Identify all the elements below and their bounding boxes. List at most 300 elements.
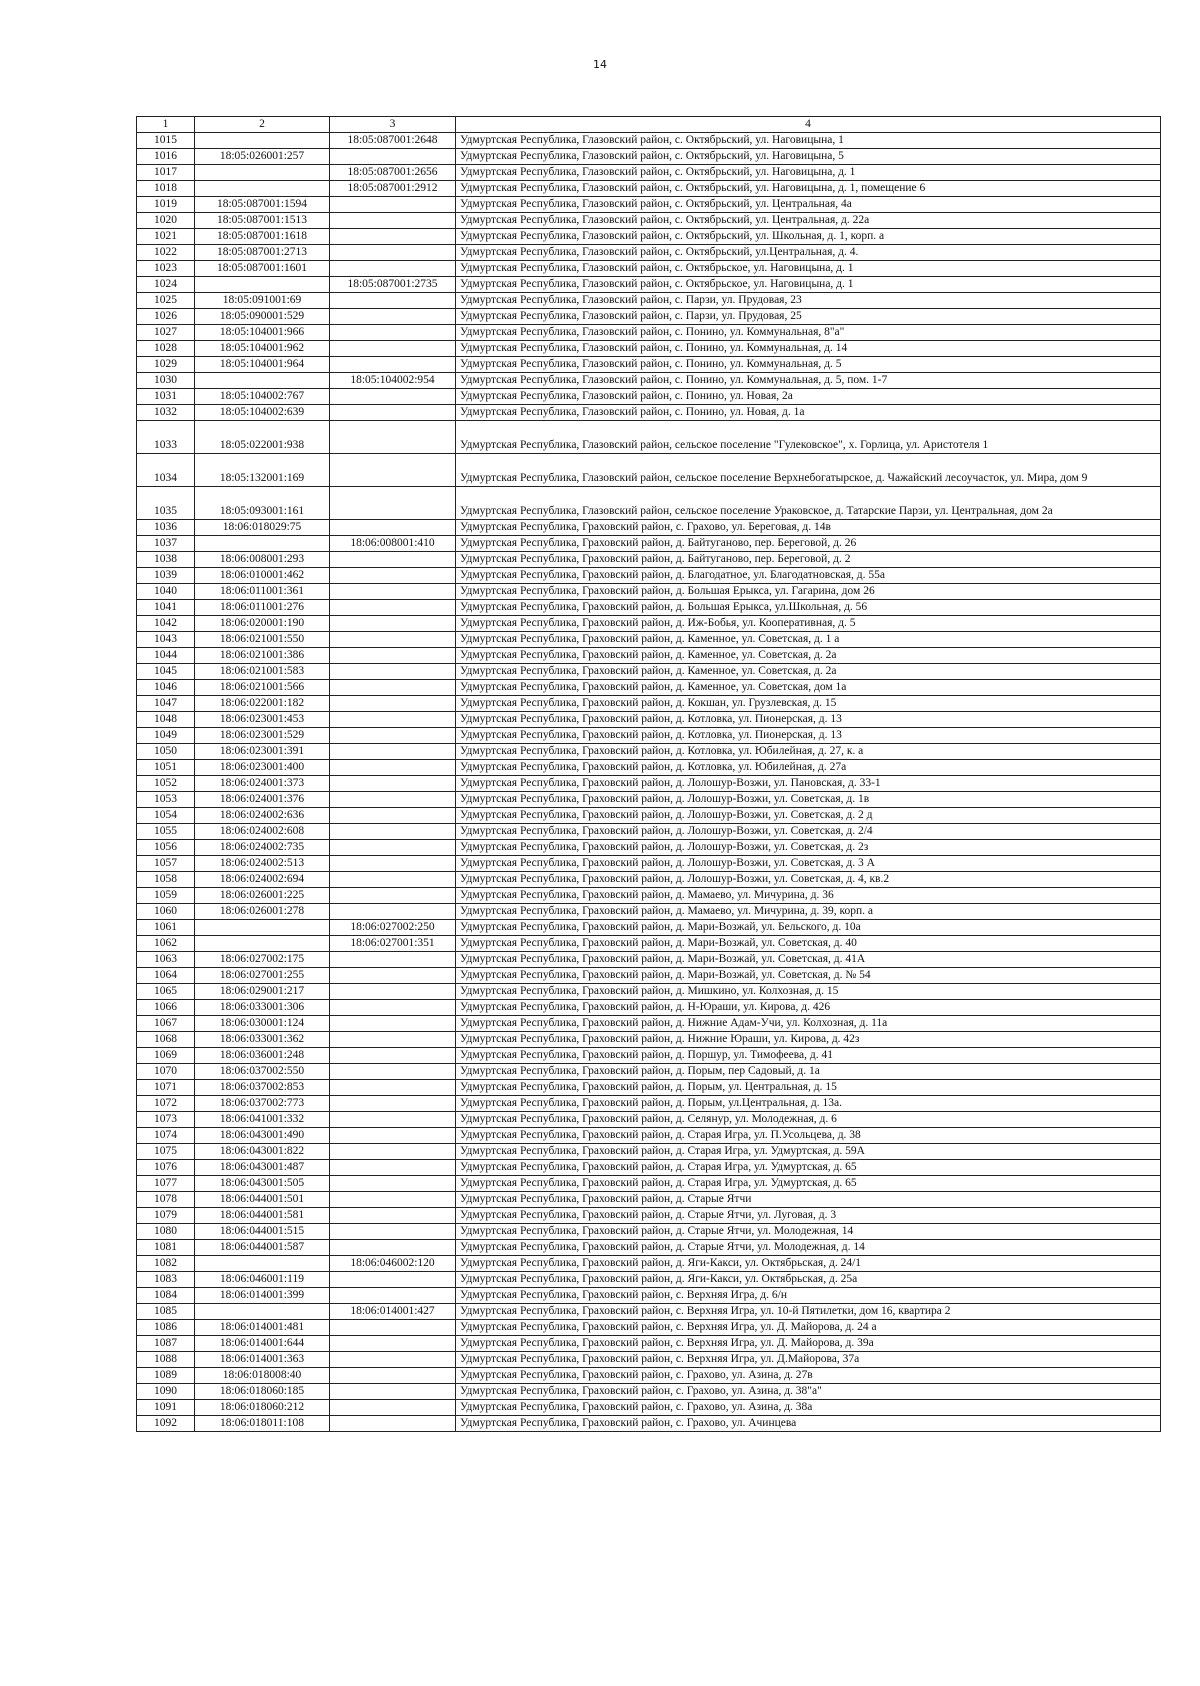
table-row — [137, 1384, 1161, 1400]
address-cell: Удмуртская Республика, Граховский район, д. Старая Игра, ул. Удмуртская, д. 59А — [456, 1144, 1161, 1160]
building-cadastral-number-cell — [330, 632, 456, 648]
cadastral-number-cell — [195, 536, 330, 552]
table-row — [137, 454, 1161, 487]
address-cell: Удмуртская Республика, Граховский район, д. Яги-Какси, ул. Октябрьская, д. 25а — [456, 1272, 1161, 1288]
cadastral-number-cell: 18:06:010001:462 — [195, 568, 330, 584]
building-cadastral-number-cell — [330, 1208, 456, 1224]
building-cadastral-number-cell — [330, 421, 456, 454]
building-cadastral-number-cell — [330, 309, 456, 325]
row-number-cell: 1089 — [137, 1368, 195, 1384]
cadastral-number-cell: 18:05:104001:966 — [195, 325, 330, 341]
building-cadastral-number-cell — [330, 776, 456, 792]
cadastral-number-cell: 18:06:044001:501 — [195, 1192, 330, 1208]
address-cell: Удмуртская Республика, Граховский район, д. Байтуганово, пер. Береговой, д. 2 — [456, 552, 1161, 568]
cadastral-number-cell: 18:06:018029:75 — [195, 520, 330, 536]
row-number-cell: 1049 — [137, 728, 195, 744]
row-number-cell: 1062 — [137, 936, 195, 952]
building-cadastral-number-cell — [330, 1384, 456, 1400]
building-cadastral-number-cell — [330, 600, 456, 616]
row-number-cell: 1023 — [137, 261, 195, 277]
address-cell: Удмуртская Республика, Граховский район, д. Лолошур-Возжи, ул. Советская, д. 1в — [456, 792, 1161, 808]
building-cadastral-number-cell — [330, 1176, 456, 1192]
address-cell: Удмуртская Республика, Граховский район, д. Старая Игра, ул. Удмуртская, д. 65 — [456, 1160, 1161, 1176]
row-number-cell: 1081 — [137, 1240, 195, 1256]
address-cell: Удмуртская Республика, Граховский район, д. Порым, ул. Центральная, д. 15 — [456, 1080, 1161, 1096]
table-row — [137, 229, 1161, 245]
cadastral-number-cell: 18:05:087001:1618 — [195, 229, 330, 245]
cadastral-number-cell — [195, 936, 330, 952]
row-number-cell: 1085 — [137, 1304, 195, 1320]
address-cell: Удмуртская Республика, Граховский район, д. Старые Ятчи, ул. Луговая, д. 3 — [456, 1208, 1161, 1224]
row-number-cell: 1048 — [137, 712, 195, 728]
building-cadastral-number-cell — [330, 389, 456, 405]
building-cadastral-number-cell: 18:05:087001:2735 — [330, 277, 456, 293]
address-cell: Удмуртская Республика, Граховский район, с. Грахово, ул. Азина, д. 38"а" — [456, 1384, 1161, 1400]
table-row — [137, 1416, 1161, 1432]
building-cadastral-number-cell — [330, 840, 456, 856]
table-row — [137, 776, 1161, 792]
cadastral-number-cell: 18:06:024002:513 — [195, 856, 330, 872]
building-cadastral-number-cell — [330, 856, 456, 872]
building-cadastral-number-cell: 18:06:027001:351 — [330, 936, 456, 952]
building-cadastral-number-cell — [330, 487, 456, 520]
row-number-cell: 1069 — [137, 1048, 195, 1064]
building-cadastral-number-cell — [330, 357, 456, 373]
cadastral-number-cell: 18:06:030001:124 — [195, 1016, 330, 1032]
row-number-cell: 1071 — [137, 1080, 195, 1096]
address-cell: Удмуртская Республика, Граховский район, д. Порым, ул.Центральная, д. 13а. — [456, 1096, 1161, 1112]
cadastral-number-cell: 18:06:021001:550 — [195, 632, 330, 648]
cadastral-number-cell: 18:05:026001:257 — [195, 149, 330, 165]
building-cadastral-number-cell — [330, 520, 456, 536]
address-cell: Удмуртская Республика, Граховский район, д. Котловка, ул. Юбилейная, д. 27а — [456, 760, 1161, 776]
building-cadastral-number-cell — [330, 1032, 456, 1048]
building-cadastral-number-cell — [330, 325, 456, 341]
cadastral-number-cell: 18:05:093001:161 — [195, 487, 330, 520]
table-row — [137, 373, 1161, 389]
building-cadastral-number-cell — [330, 1192, 456, 1208]
row-number-cell: 1074 — [137, 1128, 195, 1144]
cadastral-number-cell: 18:06:020001:190 — [195, 616, 330, 632]
row-number-cell: 1061 — [137, 920, 195, 936]
table-row — [137, 984, 1161, 1000]
address-cell: Удмуртская Республика, Граховский район, д. Каменное, ул. Советская, д. 2а — [456, 664, 1161, 680]
cadastral-number-cell: 18:05:104002:639 — [195, 405, 330, 421]
cadastral-number-cell: 18:06:011001:276 — [195, 600, 330, 616]
row-number-cell: 1087 — [137, 1336, 195, 1352]
building-cadastral-number-cell — [330, 1368, 456, 1384]
page-number: 14 — [593, 58, 607, 71]
table-row — [137, 487, 1161, 520]
row-number-cell: 1050 — [137, 744, 195, 760]
address-cell: Удмуртская Республика, Глазовский район, с. Октябрьское, ул. Наговицына, д. 1 — [456, 261, 1161, 277]
column-header-address: 4 — [456, 117, 1161, 133]
building-cadastral-number-cell — [330, 552, 456, 568]
row-number-cell: 1072 — [137, 1096, 195, 1112]
cadastral-number-cell: 18:06:026001:225 — [195, 888, 330, 904]
table-row — [137, 1400, 1161, 1416]
cadastral-number-cell: 18:05:087001:1594 — [195, 197, 330, 213]
table-row — [137, 616, 1161, 632]
row-number-cell: 1040 — [137, 584, 195, 600]
table-row — [137, 584, 1161, 600]
row-number-cell: 1047 — [137, 696, 195, 712]
address-cell: Удмуртская Республика, Граховский район, д. Лолошур-Возжи, ул. Советская, д. 2з — [456, 840, 1161, 856]
row-number-cell: 1090 — [137, 1384, 195, 1400]
address-cell: Удмуртская Республика, Граховский район, д. Лолошур-Возжи, ул. Советская, д. 3 А — [456, 856, 1161, 872]
row-number-cell: 1043 — [137, 632, 195, 648]
building-cadastral-number-cell — [330, 760, 456, 776]
row-number-cell: 1075 — [137, 1144, 195, 1160]
row-number-cell: 1065 — [137, 984, 195, 1000]
table-row — [137, 1208, 1161, 1224]
row-number-cell: 1030 — [137, 373, 195, 389]
building-cadastral-number-cell — [330, 648, 456, 664]
building-cadastral-number-cell — [330, 984, 456, 1000]
cadastral-number-cell: 18:06:024002:694 — [195, 872, 330, 888]
cadastral-number-cell — [195, 920, 330, 936]
table-row — [137, 1112, 1161, 1128]
row-number-cell: 1052 — [137, 776, 195, 792]
table-row — [137, 1080, 1161, 1096]
cadastral-number-cell: 18:05:132001:169 — [195, 454, 330, 487]
row-number-cell: 1080 — [137, 1224, 195, 1240]
building-cadastral-number-cell — [330, 1128, 456, 1144]
row-number-cell: 1024 — [137, 277, 195, 293]
cadastral-number-cell: 18:06:044001:515 — [195, 1224, 330, 1240]
building-cadastral-number-cell — [330, 1000, 456, 1016]
address-cell: Удмуртская Республика, Глазовский район, сельское поселение Верхнебогатырское, д. Чажайский лесоучасток, ул. Мира, дом 9 — [456, 454, 1161, 487]
cadastral-number-cell: 18:06:018060:185 — [195, 1384, 330, 1400]
building-cadastral-number-cell — [330, 1320, 456, 1336]
row-number-cell: 1082 — [137, 1256, 195, 1272]
address-cell: Удмуртская Республика, Граховский район, с. Верхняя Игра, ул. Д. Майорова, д. 39а — [456, 1336, 1161, 1352]
table-row — [137, 197, 1161, 213]
address-cell: Удмуртская Республика, Граховский район, д. Нижние Адам-Учи, ул. Колхозная, д. 11а — [456, 1016, 1161, 1032]
row-number-cell: 1055 — [137, 824, 195, 840]
table-row — [137, 1304, 1161, 1320]
cadastral-number-cell: 18:06:011001:361 — [195, 584, 330, 600]
address-cell: Удмуртская Республика, Глазовский район, с. Октябрьское, ул. Наговицына, д. 1 — [456, 277, 1161, 293]
row-number-cell: 1033 — [137, 421, 195, 454]
address-cell: Удмуртская Республика, Граховский район, с. Верхняя Игра, ул. 10-й Пятилетки, дом 16, квартира 2 — [456, 1304, 1161, 1320]
row-number-cell: 1060 — [137, 904, 195, 920]
row-number-cell: 1046 — [137, 680, 195, 696]
address-cell: Удмуртская Республика, Граховский район, д. Котловка, ул. Юбилейная, д. 27, к. а — [456, 744, 1161, 760]
cadastral-number-cell: 18:05:104002:767 — [195, 389, 330, 405]
table-header — [137, 117, 1161, 133]
cadastral-number-cell: 18:06:024002:608 — [195, 824, 330, 840]
table-row — [137, 568, 1161, 584]
column-header-cadastral-1: 2 — [195, 117, 330, 133]
address-cell: Удмуртская Республика, Граховский район, д. Большая Ерыкса, ул. Гагарина, дом 26 — [456, 584, 1161, 600]
building-cadastral-number-cell — [330, 1352, 456, 1368]
cadastral-number-cell: 18:06:044001:581 — [195, 1208, 330, 1224]
table-row — [137, 1336, 1161, 1352]
address-cell: Удмуртская Республика, Глазовский район, с. Октябрьский, ул. Наговицына, д. 1, помещение 6 — [456, 181, 1161, 197]
address-cell: Удмуртская Республика, Глазовский район, сельское поселение Ураковское, д. Татарские Парзи, ул. Центральная, дом 2а — [456, 487, 1161, 520]
row-number-cell: 1044 — [137, 648, 195, 664]
row-number-cell: 1088 — [137, 1352, 195, 1368]
cadastral-number-cell: 18:06:026001:278 — [195, 904, 330, 920]
cadastral-number-cell — [195, 165, 330, 181]
row-number-cell: 1056 — [137, 840, 195, 856]
cadastral-number-cell: 18:05:091001:69 — [195, 293, 330, 309]
address-cell: Удмуртская Республика, Граховский район, д. Мамаево, ул. Мичурина, д. 36 — [456, 888, 1161, 904]
table-row — [137, 920, 1161, 936]
address-cell: Удмуртская Республика, Глазовский район, с. Понино, ул. Коммунальная, д. 5 — [456, 357, 1161, 373]
row-number-cell: 1029 — [137, 357, 195, 373]
cadastral-number-cell — [195, 1256, 330, 1272]
address-cell: Удмуртская Республика, Глазовский район, с. Октябрьский, ул.Центральная, д. 4. — [456, 245, 1161, 261]
cadastral-number-cell — [195, 133, 330, 149]
building-cadastral-number-cell — [330, 213, 456, 229]
table-row — [137, 325, 1161, 341]
building-cadastral-number-cell — [330, 792, 456, 808]
table-row — [137, 1064, 1161, 1080]
table-row — [137, 1096, 1161, 1112]
building-cadastral-number-cell — [330, 1160, 456, 1176]
address-cell: Удмуртская Республика, Граховский район, д. Старые Ятчи, ул. Молодежная, 14 — [456, 1224, 1161, 1240]
table-row — [137, 389, 1161, 405]
address-cell: Удмуртская Республика, Граховский район, д. Старая Игра, ул. П.Усольцева, д. 38 — [456, 1128, 1161, 1144]
row-number-cell: 1021 — [137, 229, 195, 245]
cadastral-number-cell: 18:06:024001:376 — [195, 792, 330, 808]
row-number-cell: 1018 — [137, 181, 195, 197]
row-number-cell: 1035 — [137, 487, 195, 520]
building-cadastral-number-cell — [330, 1416, 456, 1432]
cadastral-number-cell: 18:06:014001:644 — [195, 1336, 330, 1352]
table-row — [137, 421, 1161, 454]
address-cell: Удмуртская Республика, Глазовский район, с. Октябрьский, ул. Школьная, д. 1, корп. а — [456, 229, 1161, 245]
address-cell: Удмуртская Республика, Граховский район, д. Н-Юраши, ул. Кирова, д. 426 — [456, 1000, 1161, 1016]
address-cell: Удмуртская Республика, Глазовский район, с. Парзи, ул. Прудовая, 25 — [456, 309, 1161, 325]
table-row — [137, 165, 1161, 181]
building-cadastral-number-cell — [330, 1112, 456, 1128]
table-row — [137, 536, 1161, 552]
building-cadastral-number-cell — [330, 149, 456, 165]
building-cadastral-number-cell — [330, 1224, 456, 1240]
cadastral-number-cell: 18:06:046001:119 — [195, 1272, 330, 1288]
row-number-cell: 1054 — [137, 808, 195, 824]
cadastral-number-cell: 18:05:087001:1513 — [195, 213, 330, 229]
row-number-cell: 1019 — [137, 197, 195, 213]
table-row — [137, 341, 1161, 357]
cadastral-number-cell: 18:06:023001:529 — [195, 728, 330, 744]
table-row — [137, 680, 1161, 696]
row-number-cell: 1036 — [137, 520, 195, 536]
row-number-cell: 1076 — [137, 1160, 195, 1176]
address-cell: Удмуртская Республика, Глазовский район, с. Октябрьский, ул. Наговицына, 5 — [456, 149, 1161, 165]
table-row — [137, 632, 1161, 648]
table-row — [137, 261, 1161, 277]
table-row — [137, 1048, 1161, 1064]
building-cadastral-number-cell — [330, 1080, 456, 1096]
address-cell: Удмуртская Республика, Граховский район, с. Грахово, ул. Ачинцева — [456, 1416, 1161, 1432]
row-number-cell: 1070 — [137, 1064, 195, 1080]
building-cadastral-number-cell — [330, 1288, 456, 1304]
table-row — [137, 309, 1161, 325]
address-cell: Удмуртская Республика, Граховский район, д. Порым, пер Садовый, д. 1а — [456, 1064, 1161, 1080]
table-row — [137, 1224, 1161, 1240]
row-number-cell: 1059 — [137, 888, 195, 904]
table-row — [137, 968, 1161, 984]
table-row — [137, 808, 1161, 824]
cadastral-number-cell: 18:06:043001:487 — [195, 1160, 330, 1176]
building-cadastral-number-cell — [330, 1336, 456, 1352]
address-cell: Удмуртская Республика, Граховский район, д. Байтуганово, пер. Береговой, д. 26 — [456, 536, 1161, 552]
table-row — [137, 936, 1161, 952]
row-number-cell: 1064 — [137, 968, 195, 984]
row-number-cell: 1077 — [137, 1176, 195, 1192]
table-row — [137, 405, 1161, 421]
table-row — [137, 824, 1161, 840]
property-registry-table — [136, 116, 1161, 1432]
building-cadastral-number-cell — [330, 1016, 456, 1032]
row-number-cell: 1058 — [137, 872, 195, 888]
row-number-cell: 1022 — [137, 245, 195, 261]
cadastral-number-cell: 18:06:024002:636 — [195, 808, 330, 824]
table-row — [137, 664, 1161, 680]
cadastral-number-cell: 18:06:014001:399 — [195, 1288, 330, 1304]
address-cell: Удмуртская Республика, Граховский район, д. Мари-Возжай, ул. Советская, д. 40 — [456, 936, 1161, 952]
building-cadastral-number-cell — [330, 1096, 456, 1112]
cadastral-number-cell: 18:06:037002:853 — [195, 1080, 330, 1096]
building-cadastral-number-cell: 18:05:087001:2648 — [330, 133, 456, 149]
cadastral-number-cell: 18:05:090001:529 — [195, 309, 330, 325]
row-number-cell: 1028 — [137, 341, 195, 357]
row-number-cell: 1017 — [137, 165, 195, 181]
cadastral-number-cell — [195, 277, 330, 293]
address-cell: Удмуртская Республика, Граховский район, с. Грахово, ул. Азина, д. 27в — [456, 1368, 1161, 1384]
cadastral-number-cell: 18:06:043001:490 — [195, 1128, 330, 1144]
cadastral-number-cell: 18:06:033001:362 — [195, 1032, 330, 1048]
address-cell: Удмуртская Республика, Граховский район, д. Мари-Возжай, ул. Советская, д. № 54 — [456, 968, 1161, 984]
address-cell: Удмуртская Республика, Граховский район, д. Мари-Возжай, ул. Советская, д. 41А — [456, 952, 1161, 968]
table-body — [137, 133, 1161, 1432]
address-cell: Удмуртская Республика, Граховский район, д. Лолошур-Возжи, ул. Пановская, д. 33-1 — [456, 776, 1161, 792]
table-row — [137, 1144, 1161, 1160]
address-cell: Удмуртская Республика, Граховский район, д. Каменное, ул. Советская, д. 1 а — [456, 632, 1161, 648]
building-cadastral-number-cell — [330, 1240, 456, 1256]
table-row — [137, 181, 1161, 197]
address-cell: Удмуртская Республика, Глазовский район, с. Понино, ул. Новая, д. 1а — [456, 405, 1161, 421]
building-cadastral-number-cell — [330, 1400, 456, 1416]
cadastral-number-cell — [195, 1304, 330, 1320]
building-cadastral-number-cell: 18:06:008001:410 — [330, 536, 456, 552]
row-number-cell: 1063 — [137, 952, 195, 968]
building-cadastral-number-cell — [330, 1272, 456, 1288]
building-cadastral-number-cell — [330, 454, 456, 487]
building-cadastral-number-cell — [330, 293, 456, 309]
row-number-cell: 1027 — [137, 325, 195, 341]
cadastral-number-cell: 18:06:024001:373 — [195, 776, 330, 792]
table-row — [137, 840, 1161, 856]
table-row — [137, 520, 1161, 536]
table-row — [137, 1368, 1161, 1384]
row-number-cell: 1091 — [137, 1400, 195, 1416]
address-cell: Удмуртская Республика, Граховский район, д. Иж-Бобья, ул. Кооперативная, д. 5 — [456, 616, 1161, 632]
cadastral-number-cell: 18:05:087001:1601 — [195, 261, 330, 277]
cadastral-number-cell: 18:06:023001:400 — [195, 760, 330, 776]
row-number-cell: 1034 — [137, 454, 195, 487]
building-cadastral-number-cell: 18:06:027002:250 — [330, 920, 456, 936]
address-cell: Удмуртская Республика, Граховский район, д. Старая Игра, ул. Удмуртская, д. 65 — [456, 1176, 1161, 1192]
address-cell: Удмуртская Республика, Граховский район, с. Грахово, ул. Береговая, д. 14в — [456, 520, 1161, 536]
building-cadastral-number-cell — [330, 728, 456, 744]
address-cell: Удмуртская Республика, Граховский район, с. Верхняя Игра, д. 6/н — [456, 1288, 1161, 1304]
address-cell: Удмуртская Республика, Глазовский район, с. Октябрьский, ул. Центральная, 4а — [456, 197, 1161, 213]
cadastral-number-cell: 18:06:027001:255 — [195, 968, 330, 984]
row-number-cell: 1079 — [137, 1208, 195, 1224]
row-number-cell: 1041 — [137, 600, 195, 616]
row-number-cell: 1073 — [137, 1112, 195, 1128]
table-row — [137, 1240, 1161, 1256]
table-row — [137, 648, 1161, 664]
address-cell: Удмуртская Республика, Граховский район, с. Верхняя Игра, ул. Д. Майорова, д. 24 а — [456, 1320, 1161, 1336]
cadastral-number-cell: 18:06:014001:481 — [195, 1320, 330, 1336]
address-cell: Удмуртская Республика, Граховский район, с. Грахово, ул. Азина, д. 38а — [456, 1400, 1161, 1416]
address-cell: Удмуртская Республика, Граховский район, д. Лолошур-Возжи, ул. Советская, д. 2/4 — [456, 824, 1161, 840]
building-cadastral-number-cell: 18:06:014001:427 — [330, 1304, 456, 1320]
address-cell: Удмуртская Республика, Глазовский район, с. Понино, ул. Коммунальная, д. 5, пом. 1-7 — [456, 373, 1161, 389]
cadastral-number-cell: 18:06:024002:735 — [195, 840, 330, 856]
address-cell: Удмуртская Республика, Граховский район, д. Нижние Юраши, ул. Кирова, д. 42з — [456, 1032, 1161, 1048]
cadastral-number-cell: 18:06:008001:293 — [195, 552, 330, 568]
building-cadastral-number-cell — [330, 1048, 456, 1064]
row-number-cell: 1068 — [137, 1032, 195, 1048]
address-cell: Удмуртская Республика, Глазовский район, с. Октябрьский, ул. Наговицына, 1 — [456, 133, 1161, 149]
table-row — [137, 696, 1161, 712]
cadastral-number-cell — [195, 181, 330, 197]
address-cell: Удмуртская Республика, Глазовский район, с. Октябрьский, ул. Центральная, д. 22а — [456, 213, 1161, 229]
cadastral-number-cell: 18:06:023001:391 — [195, 744, 330, 760]
cadastral-number-cell: 18:06:023001:453 — [195, 712, 330, 728]
address-cell: Удмуртская Республика, Граховский район, д. Каменное, ул. Советская, дом 1а — [456, 680, 1161, 696]
row-number-cell: 1051 — [137, 760, 195, 776]
building-cadastral-number-cell — [330, 696, 456, 712]
building-cadastral-number-cell — [330, 744, 456, 760]
row-number-cell: 1026 — [137, 309, 195, 325]
table-row — [137, 856, 1161, 872]
table-row — [137, 888, 1161, 904]
table-row — [137, 245, 1161, 261]
table-row — [137, 792, 1161, 808]
cadastral-number-cell: 18:05:104001:962 — [195, 341, 330, 357]
table-row — [137, 904, 1161, 920]
building-cadastral-number-cell — [330, 261, 456, 277]
table-row — [137, 1000, 1161, 1016]
row-number-cell: 1031 — [137, 389, 195, 405]
table-row — [137, 1320, 1161, 1336]
cadastral-number-cell: 18:06:014001:363 — [195, 1352, 330, 1368]
table-row — [137, 1192, 1161, 1208]
table-row — [137, 1160, 1161, 1176]
cadastral-number-cell: 18:06:037002:773 — [195, 1096, 330, 1112]
row-number-cell: 1057 — [137, 856, 195, 872]
table-row — [137, 213, 1161, 229]
row-number-cell: 1067 — [137, 1016, 195, 1032]
cadastral-number-cell: 18:06:022001:182 — [195, 696, 330, 712]
table-row — [137, 600, 1161, 616]
address-cell: Удмуртская Республика, Граховский район, с. Верхняя Игра, ул. Д.Майорова, 37а — [456, 1352, 1161, 1368]
cadastral-number-cell: 18:06:041001:332 — [195, 1112, 330, 1128]
table-row — [137, 293, 1161, 309]
building-cadastral-number-cell — [330, 968, 456, 984]
row-number-cell: 1084 — [137, 1288, 195, 1304]
row-number-cell: 1066 — [137, 1000, 195, 1016]
building-cadastral-number-cell — [330, 712, 456, 728]
